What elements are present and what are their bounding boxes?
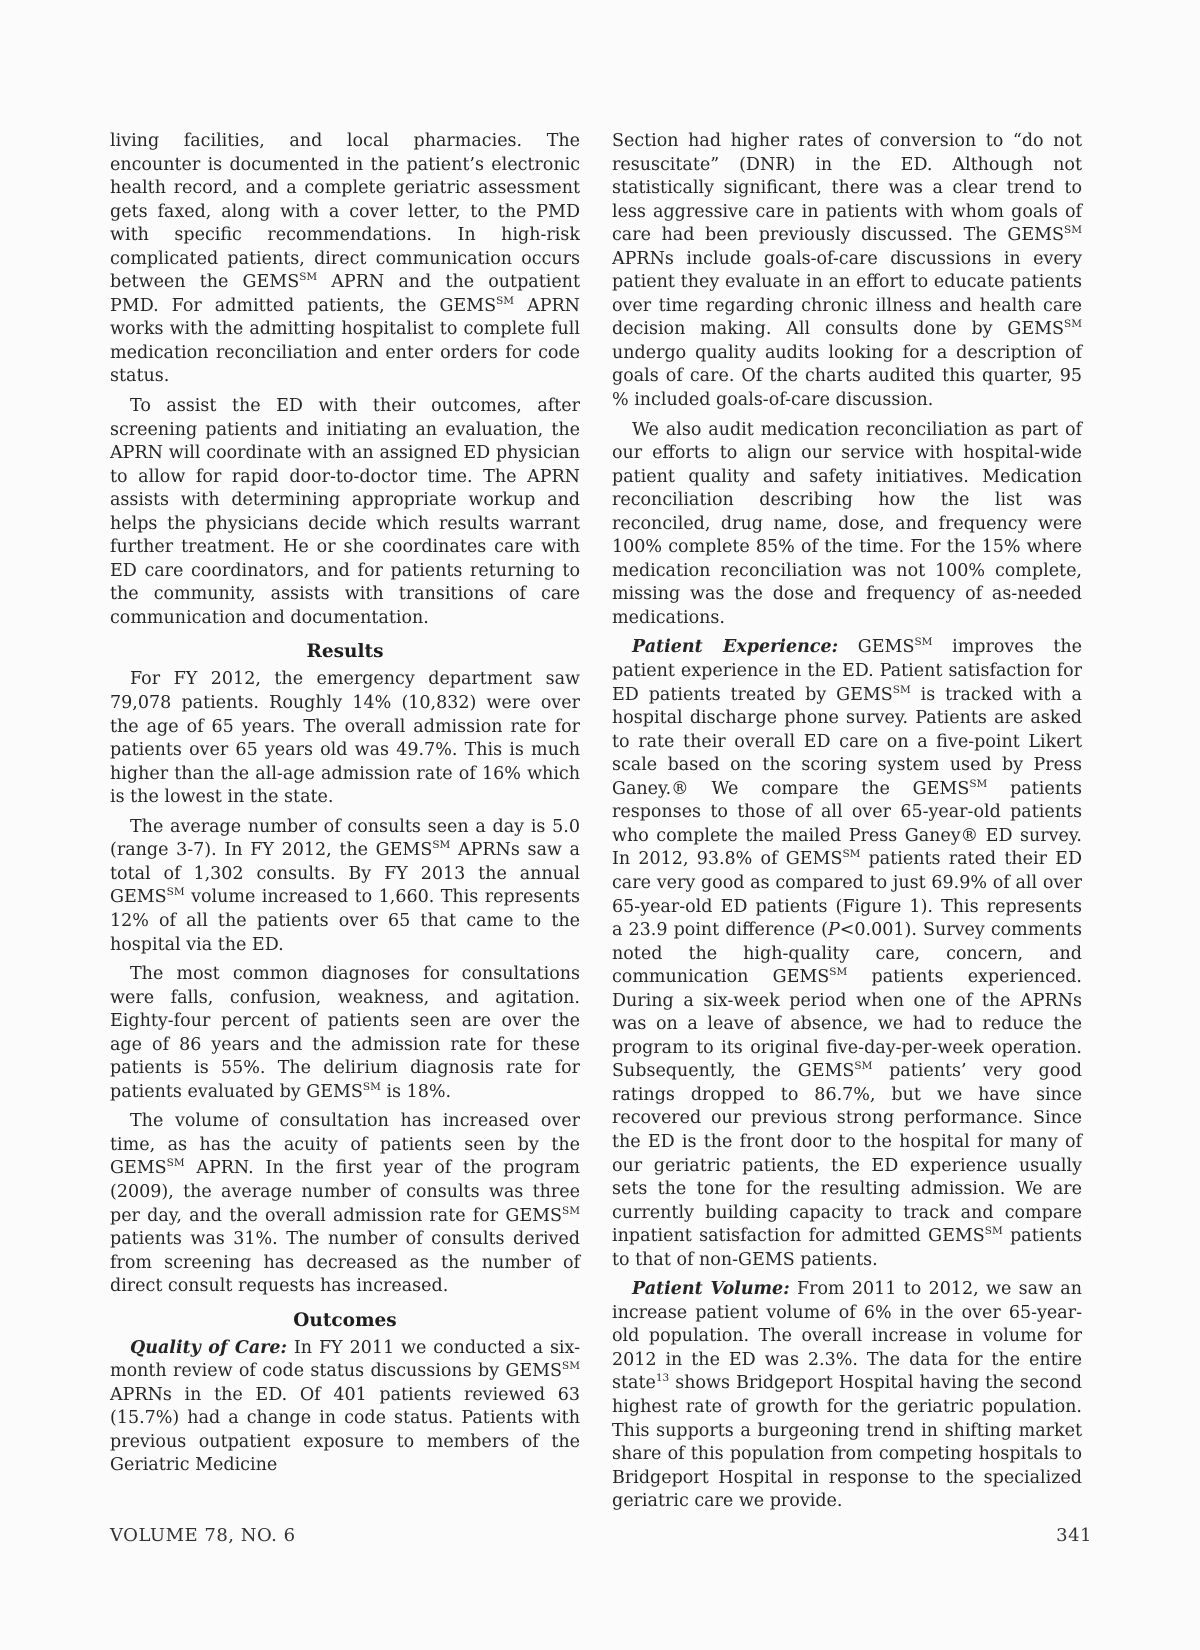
paragraph: Section had higher rates of conversion to “do not resuscitate” (DNR) in the ED. Although not statistically significant, there was a clear trend to less aggressive care in patients with whom goals of care had been previously discussed. The GEMS℠ APRNs include goals-of-care discussions in every patient they evaluate in an effort to educate patients over time regarding chronic illness and health care decision making. All consults done by GEMS℠ undergo quality audits looking for a description of goals of care. Of the charts audited this quarter, 95 % included goals-of-care discussion. xyxy=(612,131,1082,411)
reference-superscript: 13 xyxy=(655,1372,670,1385)
paragraph: Quality of Care: In FY 2011 we conducted a six-month review of code status discussions by GEMS℠ APRNs in the ED. Of 401 patients reviewed 63 (15.7%) had a change in code status. Patients with previous outpatient exposure to members of the Geriatric Medicine xyxy=(110,1337,580,1476)
paragraph: To assist the ED with their outcomes, after screening patients and initiating an evaluation, the APRN will coordinate with an assigned ED physician to allow for rapid door-to-doctor time. The APRN assists with determining appropriate workup and helps the physicians decide which results warrant further treatment. He or she coordinates care with ED care coordinators, and for patients returning to the community, assists with transitions of care communication and documentation. xyxy=(110,396,580,628)
paragraph: The most common diagnoses for consultations were falls, confusion, weakness, and agitation. Eighty-four percent of patients seen are over the age of 86 years and the admission rate for these patients is 55%. The delirium diagnosis rate for patients evaluated by GEMS℠ is 18%. xyxy=(110,964,580,1102)
paragraph: living facilities, and local pharmacies. The encounter is documented in the patient’s electronic health record, and a complete geriatric assessment gets faxed, along with a cover letter, to the PMD with specific recommendations. In high-risk complicated patients, direct communication occurs between the GEMS℠ APRN and the outpatient PMD. For admitted patients, the GEMS℠ APRN works with the admitting hospitalist to complete full medication reconciliation and enter orders for code status. xyxy=(110,131,580,387)
run-in-heading: Patient Volume: xyxy=(632,1279,790,1300)
paragraph: The volume of consultation has increased over time, as has the acuity of patients seen by the GEMS℠ APRN. In the first year of the program (2009), the average number of consults was three per day, and the overall admission rate for GEMS℠ patients was 31%. The number of consults derived from screening has decreased as the number of direct consult requests has increased. xyxy=(110,1111,580,1297)
paragraph: Patient Volume: From 2011 to 2012, we saw an increase patient volume of 6% in the over 65-year-old population. The overall increase in volume for 2012 in the ED was 2.3%. The data for the entire state$^{13}$ shows Bridgeport Hospital having the second highest rate of growth for the geriatric population. This supports a burgeoning trend in shifting market share of this population from competing hospitals to Bridgeport Hospital in response to the specialized geriatric care we provide. xyxy=(612,1279,1082,1512)
paragraph: Patient Experience: GEMS℠ improves the patient experience in the ED. Patient satisfaction for ED patients treated by GEMS℠ is tracked with a hospital discharge phone survey. Patients are asked to rate their overall ED care on a five-point Likert scale based on the scoring system used by Press Ganey.® We compare the GEMS℠ patients responses to those of all over 65-year-old patients who complete the mailed Press Ganey® ED survey. In 2012, 93.8% of GEMS℠ patients rated their ED care very good as compared to just 69.9% of all over 65-year-old ED patients (Figure 1). This represents a 23.9 point difference (P<0.001). Survey comments noted the high-quality care, concern, and communication GEMS℠ patients experienced. During a six-week period when one of the APRNs was on a leave of absence, we had to reduce the program to its original five-day-per-week operation. Subsequently, the GEMS℠ patients’ very good ratings dropped to 86.7%, but we have since recovered our previous strong performance. Since the ED is the front door to the hospital for many of our geriatric patients, the ED experience usually sets the tone for the resulting admission. We are currently building capacity to track and compare inpatient satisfaction for admitted GEMS℠ patients to that of non-GEMS patients. xyxy=(612,636,1082,1270)
page-number: 341 xyxy=(1056,1525,1092,1546)
left-column xyxy=(110,130,580,1484)
outcomes-heading: Outcomes xyxy=(293,1309,397,1331)
run-in-heading: Quality of Care: xyxy=(130,1337,287,1358)
paragraph: The average number of consults seen a day is 5.0 (range 3-7). In FY 2012, the GEMS℠ APRNs saw a total of 1,302 consults. By FY 2013 the annual GEMS℠ volume increased to 1,660. This represents 12% of all the patients over 65 that came to the hospital via the ED. xyxy=(110,816,580,955)
run-in-heading: Patient Experience: xyxy=(632,637,839,658)
paragraph: For FY 2012, the emergency department saw 79,078 patients. Roughly 14% (10,832) were over the age of 65 years. The overall admission rate for patients over 65 years old was 49.7%. This is much higher than the all-age admission rate of 16% which is the lowest in the state. xyxy=(110,669,580,808)
results-heading: Results xyxy=(306,641,384,663)
paragraph: We also audit medication reconciliation as part of our efforts to align our service with hospital-wide patient quality and safety initiatives. Medication reconciliation describing how the list was reconciled, drug name, dose, and frequency were 100% complete 85% of the time. For the 15% where medication reconciliation was not 100% complete, missing was the dose and frequency of as-needed medications. xyxy=(612,419,1082,628)
journal-volume: VOLUME 78, NO. 6 xyxy=(110,1525,296,1546)
right-column xyxy=(612,130,1082,1520)
